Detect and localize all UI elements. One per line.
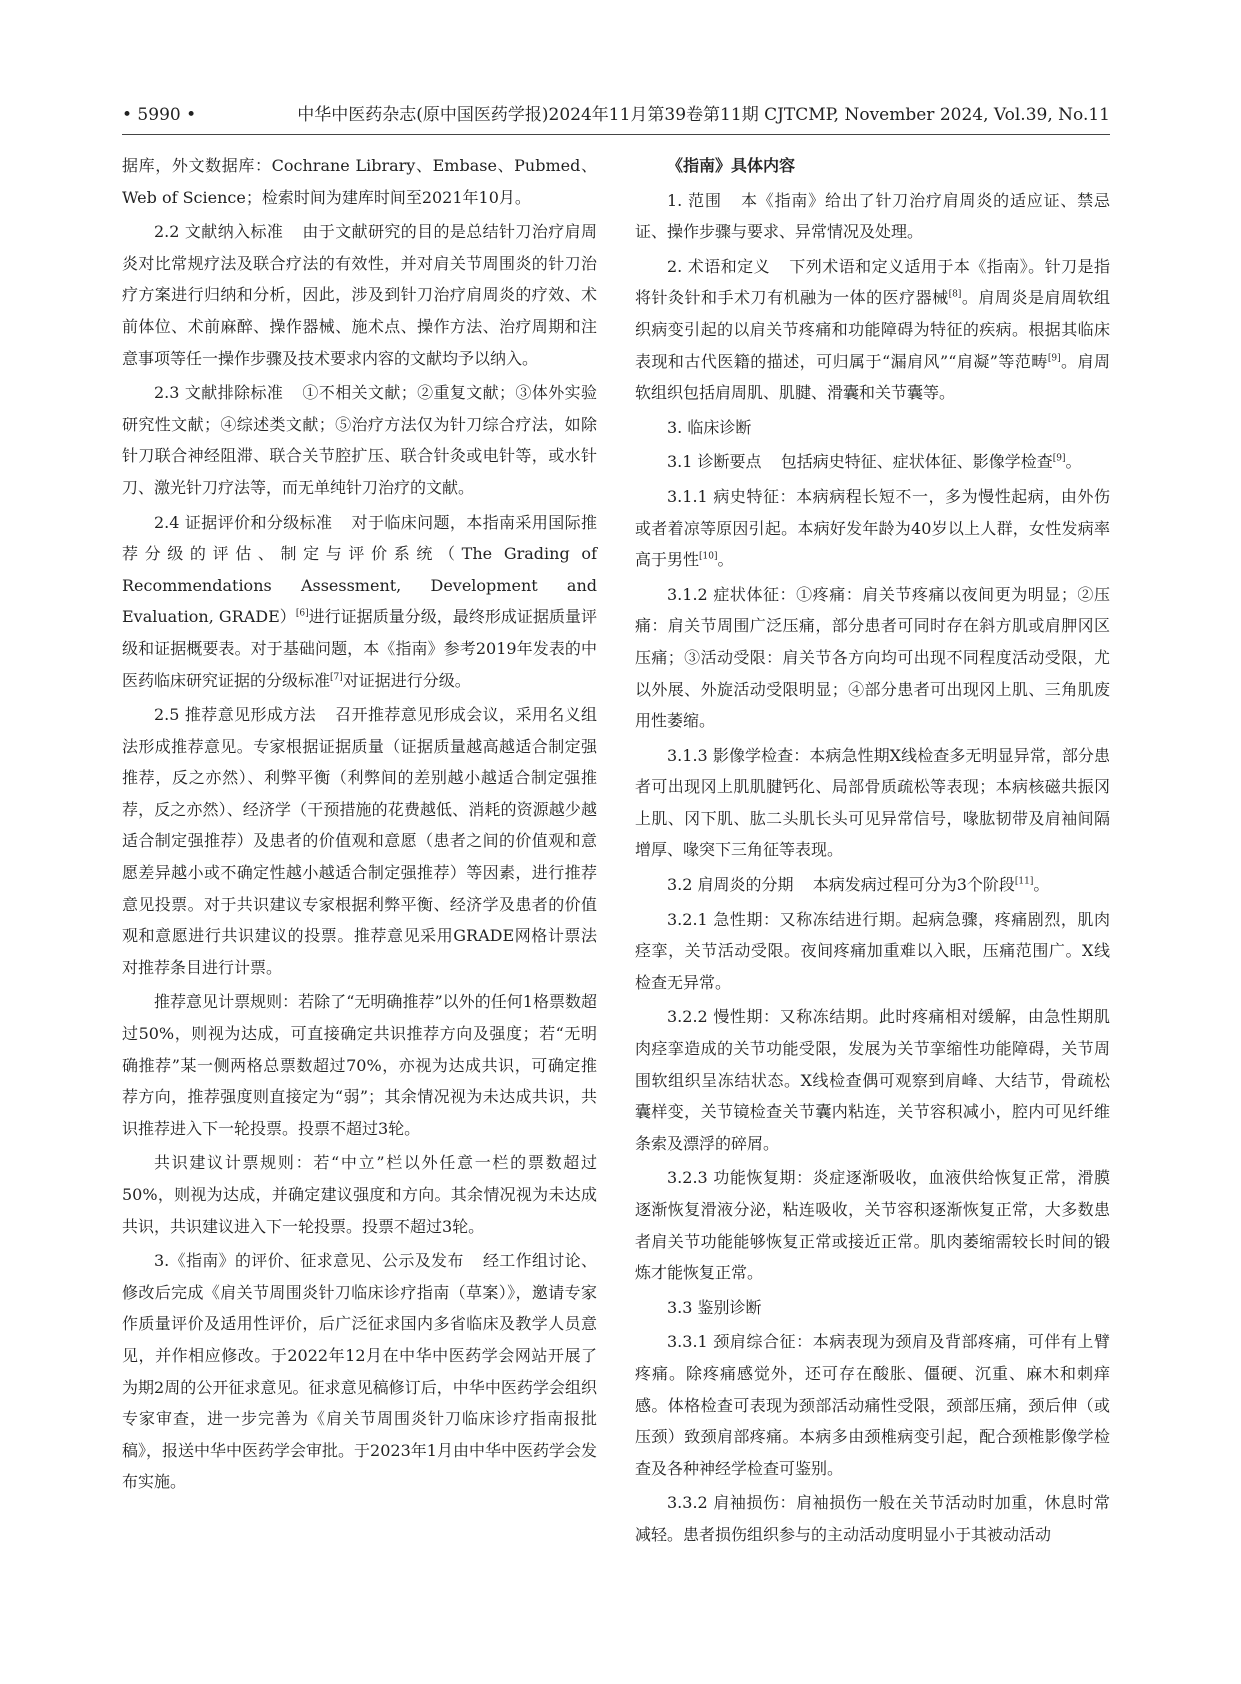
paragraph: 共识建议计票规则：若“中立”栏以外任意一栏的票数超过50%，则视为达成，并确定建议强度和方向。其余情况视为未达成共识，共识建议进入下一轮投票。投票不超过3轮。 [122,1153,597,1236]
page-number: • 5990 • [122,105,197,125]
section-body: 。肩周炎是肩周软组织病变引起的以肩关节疼痛和功能障碍为特征的疾病。根据其临床表现和古代医籍的描述，可归属于“漏肩风”“肩凝”等范畴 [635,288,1110,371]
section-3-2-2: 3.2.2 慢性期：又称冻结期。此时疼痛相对缓解，由急性期肌肉痉挛造成的关节功能受限，发展为关节挛缩性功能障碍，关节周围软组织呈冻结状态。X线检查偶可观察到肩峰、大结节，骨疏松囊样变，关节镜检查关节囊内粘连，关节容积减小，腔内可见纤维条索及漂浮的碎屑。 [635,1007,1110,1153]
paragraph: 据库，外文数据库：Cochrane Library、Embase、Pubmed、Web of Science；检索时间为建库时间至2021年10月。 [122,156,597,207]
section-3-2-3: 3.2.3 功能恢复期：炎症逐渐吸收，血液供给恢复正常，滑膜逐渐恢复滑液分泌，粘连吸收，关节容积逐渐恢复正常，大多数患者肩关节功能能够恢复正常或接近正常。肌肉萎缩需较长时间的锻炼才能恢复正常。 [635,1168,1110,1283]
section-heading: 3.1 诊断要点 [667,452,762,472]
section-body: 。 [1033,875,1050,895]
citation-ref: [10] [699,551,718,562]
section-body: 本《指南》给出了针刀治疗肩周炎的适应证、禁忌证、操作步骤与要求、异常情况及处理。 [635,190,1110,242]
citation-ref: [7] [330,672,343,683]
citation-ref: [9] [1052,454,1066,465]
section-3 [122,1245,597,1498]
citation-ref: [6] [295,608,309,619]
section-heading: 3.3 鉴别诊断 [667,1297,762,1317]
section-body: 进行证据质量分级，最终形成证据质量评级和证据概要表。对于基础问题，本《指南》参考2019年发表的中医药临床研究证据的分级标准 [122,607,597,690]
section-body: 。 [1065,452,1082,472]
section-2-3 [122,377,597,503]
section-heading: 3. 临床诊断 [667,417,752,437]
section-heading: 1. 范围 [667,190,722,210]
section-terms [635,251,1110,409]
section-body: 下列术语和定义适用于本《指南》。针刀是指将针灸针和手术刀有机融为一体的医疗器械 [635,256,1110,308]
right-column [635,150,1110,1554]
section-3-1-1 [635,481,1110,576]
section-3-1-2: 3.1.2 症状体征：①疼痛：肩关节疼痛以夜间更为明显；②压痛：肩关节周围广泛压痛，部分患者可同时存在斜方肌或肩胛冈区压痛；③活动受限：肩关节各方向均可出现不同程度活动受限，尤以外展、外旋活动受限明显；④部分患者可出现冈上肌、三角肌废用性萎缩。 [635,584,1110,731]
section-body: 对于临床问题，本指南采用国际推荐分级的评估、制定与评价系统（The Grading of Recommendations Assessment, Development and Evaluation, GRADE） [122,512,597,627]
section-heading: 3.《指南》的评价、征求意见、公示及发布 [154,1251,464,1271]
section-heading: 2.4 证据评价和分级标准 [154,512,333,532]
section-2-4 [122,507,597,697]
citation-ref: [8] [948,290,962,301]
section-3-1-3: 3.1.3 影像学检查：本病急性期X线检查多无明显异常，部分患者可出现冈上肌肌腱钙化、局部骨质疏松等表现；本病核磁共振冈上肌、冈下肌、肱二头肌长头可见异常信号，喙肱韧带及肩袖间隔增厚、喙突下三角征等表现。 [635,745,1110,860]
section-scope [635,185,1110,248]
section-title: 《指南》具体内容 [667,156,796,175]
section-3-3-2: 3.3.2 肩袖损伤：肩袖损伤一般在关节活动时加重，休息时常减轻。患者损伤组织参与的主动活动度明显小于其被动活动 [635,1493,1110,1544]
section-body: 由于文献研究的目的是总结针刀治疗肩周炎对比常规疗法及联合疗法的有效性，并对肩关节周围炎的针刀治疗方案进行归纳和分析，因此，涉及到针刀治疗肩周炎的疗效、术前体位、术前麻醉、操作器械、施术点、操作方法、治疗周期和注意事项等任一操作步骤及技术要求内容的文献均予以纳入。 [122,222,597,368]
section-heading: 2.2 文献纳入标准 [154,222,284,242]
section-heading: 2.3 文献排除标准 [154,383,284,403]
section-body: ①不相关文献；②重复文献；③体外实验研究性文献；④综述类文献；⑤治疗方法仅为针刀综合疗法，如除针刀联合神经阻滞、联合关节腔扩压、联合针灸或电针等，或水针刀、激光针刀疗法等，而无单纯针刀治疗的文献。 [122,383,597,497]
section-body: 召开推荐意见形成会议，采用名义组法形成推荐意见。专家根据证据质量（证据质量越高越适合制定强推荐，反之亦然）、利弊平衡（利弊间的差别越小越适合制定强推荐，反之亦然）、经济学（干预措施的花费越低、消耗的资源越少越适合制定强推荐）及患者的价值观和意愿（患者之间的价值观和意愿差异越小或不确定性越小越适合制定强推荐）等因素，进行推荐意见投票。对于共识建议专家根据利弊平衡、经济学及患者的价值观和意愿进行共识建议的投票。推荐意见采用GRADE网格计票法对推荐条目进行计票。 [122,705,597,977]
section-body: 对证据进行分级。 [342,670,471,690]
section-3-2-1: 3.2.1 急性期：又称冻结进行期。起病急骤，疼痛剧烈，肌肉痉挛，关节活动受限。夜间疼痛加重难以入眠，压痛范围广。X线检查无异常。 [635,909,1110,992]
section-heading: 2.5 推荐意见形成方法 [154,705,317,725]
section-heading: 2. 术语和定义 [667,256,771,276]
section-body: 。肩周软组织包括肩周肌、肌腱、滑囊和关节囊等。 [635,351,1110,403]
section-3-3-1: 3.3.1 颈肩综合征：本病表现为颈肩及背部疼痛，可伴有上臂疼痛。除疼痛感觉外，还可存在酸胀、僵硬、沉重、麻木和刺痒感。体格检查可表现为颈部活动痛性受限，颈部压痛，颈后伸（或压颈）致颈肩部疼痛。本病多由颈椎病变引起，配合颈椎影像学检查及各种神经学检查可鉴别。 [635,1332,1110,1478]
section-2-5 [122,699,597,983]
journal-citation: 中华中医药杂志(原中国医药学报)2024年11月第39卷第11期 CJTCMP, November 2024, Vol.39, No.11 [297,105,1110,125]
section-3-2 [635,869,1110,901]
section-body: 包括病史特征、症状体征、影像学检查 [780,452,1053,472]
section-body: 。 [717,550,734,570]
running-header [122,100,1110,135]
section-heading: 3.2 肩周炎的分期 [667,875,794,895]
section-body: 3.1.1 病史特征：本病病程长短不一，多为慢性起病，由外伤或者着凉等原因引起。本病好发年龄为40岁以上人群，女性发病率高于男性 [635,486,1110,570]
section-3-1 [635,446,1110,478]
citation-ref: [9] [1047,353,1061,364]
section-body: 本病发病过程可分为3个阶段 [812,875,1015,895]
section-2-2 [122,216,597,374]
section-body: 经工作组讨论、修改后完成《肩关节周围炎针刀临床诊疗指南（草案）》，邀请专家作质量评价及适用性评价，后广泛征求国内多省临床及教学人员意见，并作相应修改。于2022年12月在中华中医药学会网站开展了为期2周的公开征求意见。征求意见稿修订后，中华中医药学会组织专家审查，进一步完善为《肩关节周围炎针刀临床诊疗指南报批稿》，报送中华中医药学会审批。于2023年1月由中华中医药学会发布实施。 [122,1251,597,1492]
left-column [122,150,597,1501]
citation-ref: [11] [1014,876,1034,887]
paragraph: 推荐意见计票规则：若除了“无明确推荐”以外的任何1格票数超过50%，则视为达成，可直接确定共识推荐方向及强度；若“无明确推荐”某一侧两格总票数超过70%，亦视为达成共识，可确定推荐方向，推荐强度则直接定为“弱”；其余情况视为未达成共识，共识推荐进入下一轮投票。投票不超过3轮。 [122,992,597,1138]
